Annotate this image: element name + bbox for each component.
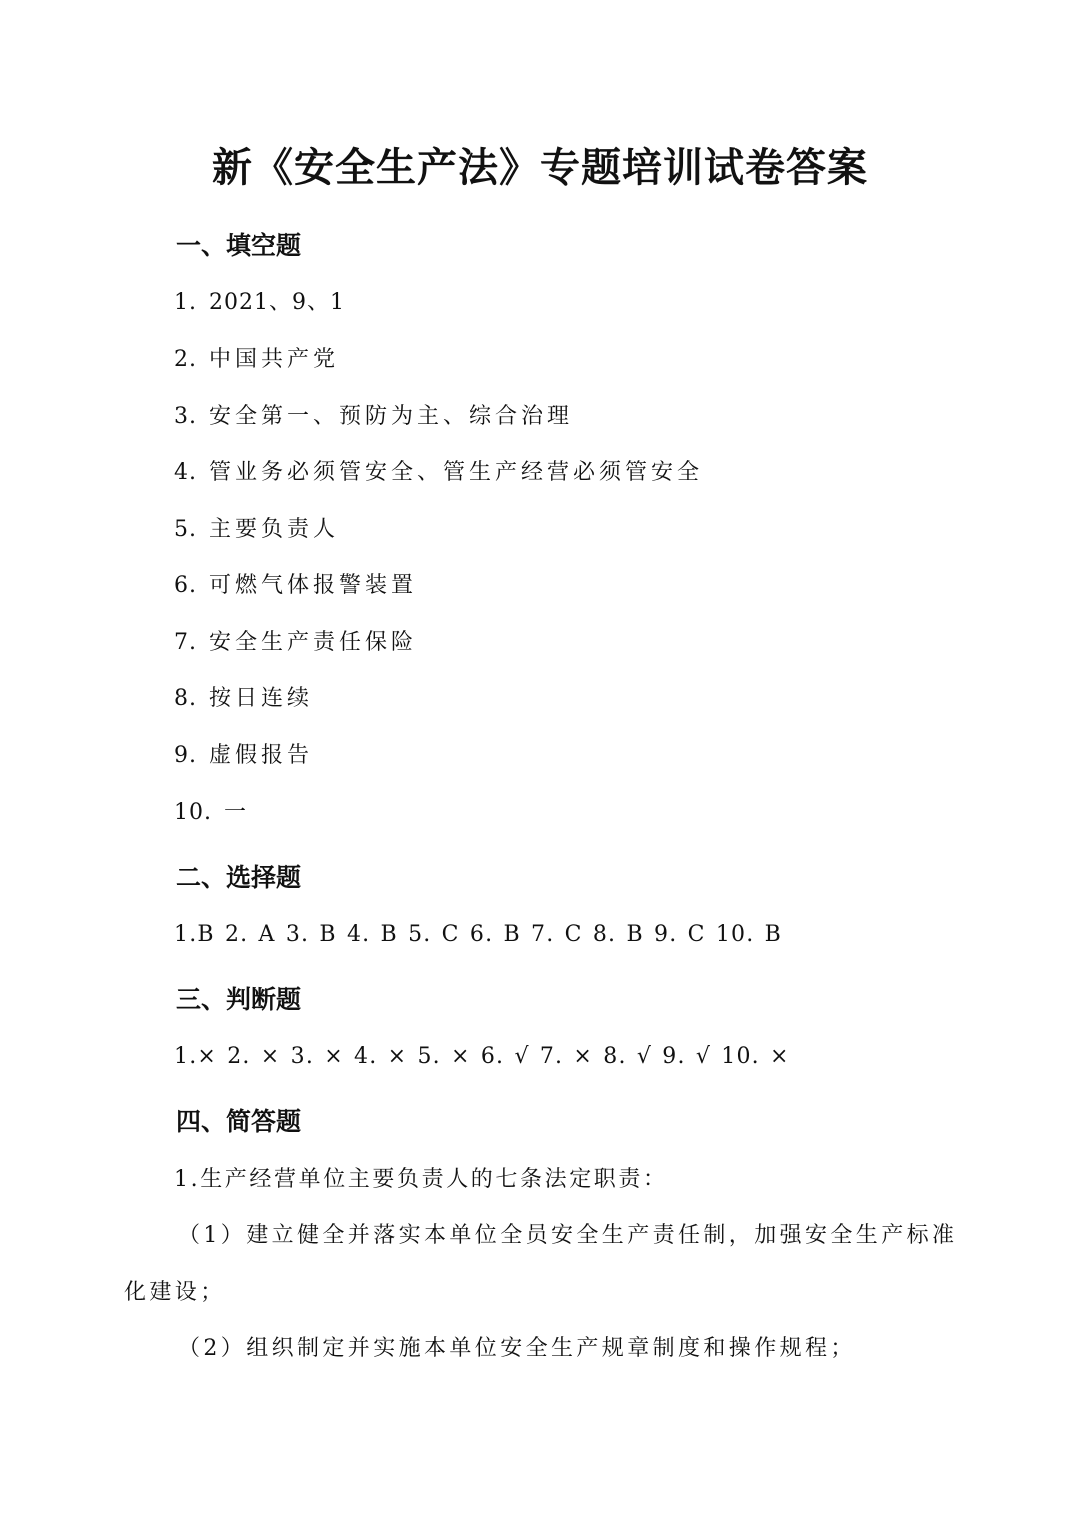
section-heading-choice: 二、选择题 xyxy=(176,863,302,892)
fill-item xyxy=(174,513,339,547)
fill-item xyxy=(174,796,250,830)
fill-item xyxy=(174,682,313,716)
page-title: 新《安全生产法》专题培训试卷答案 xyxy=(212,145,868,191)
fill-item-number: 2. xyxy=(174,347,197,372)
fill-item-text: 中国共产党 xyxy=(209,347,340,372)
fill-item-number: 6. xyxy=(174,573,197,598)
fill-item xyxy=(174,626,417,660)
fill-item-text: 安全生产责任保险 xyxy=(209,630,418,655)
fill-item xyxy=(174,456,703,490)
fill-item-number: 4. xyxy=(174,460,197,485)
fill-item-text: 虚假报告 xyxy=(209,743,314,768)
judge-answers: 1.× 2. × 3. × 4. × 5. × 6. √ 7. × 8. √ 9. √ 10. × xyxy=(174,1044,790,1069)
fill-item-text: 2021、9、1 xyxy=(209,290,345,315)
section-heading-short: 四、简答题 xyxy=(176,1107,302,1136)
fill-item-number: 5. xyxy=(174,517,197,542)
fill-item-text: 主要负责人 xyxy=(209,517,340,542)
fill-item-number: 10. xyxy=(174,800,212,825)
fill-item-number: 7. xyxy=(174,630,197,655)
section-heading-fill: 一、填空题 xyxy=(176,231,302,260)
section-heading-judge: 三、判断题 xyxy=(176,985,302,1014)
short-answer-item-1-continued: 化建设； xyxy=(124,1280,226,1305)
fill-item xyxy=(174,739,313,773)
choice-answers: 1.B 2. A 3. B 4. B 5. C 6. B 7. C 8. B 9. C 10. B xyxy=(174,922,782,947)
short-answer-item-1: （1）建立健全并落实本单位全员安全生产责任制，加强安全生产标准 xyxy=(178,1223,958,1248)
fill-item-number: 9. xyxy=(174,743,197,768)
fill-item-number: 3. xyxy=(174,404,197,429)
fill-item-text: 按日连续 xyxy=(209,686,314,711)
short-answer-item-2: （2）组织制定并实施本单位安全生产规章制度和操作规程； xyxy=(178,1336,856,1361)
fill-item-number: 8. xyxy=(174,686,197,711)
fill-item-text: 管业务必须管安全、管生产经营必须管安全 xyxy=(209,460,704,485)
short-question-1: 1.生产经营单位主要负责人的七条法定职责： xyxy=(174,1167,668,1192)
fill-item xyxy=(174,569,417,603)
fill-item xyxy=(174,343,339,377)
fill-item xyxy=(174,400,573,434)
fill-item-text: 可燃气体报警装置 xyxy=(209,573,418,598)
fill-item xyxy=(174,286,345,320)
fill-item-text: 一 xyxy=(224,800,251,825)
fill-item-number: 1. xyxy=(174,290,197,315)
fill-item-text: 安全第一、预防为主、综合治理 xyxy=(209,404,574,429)
